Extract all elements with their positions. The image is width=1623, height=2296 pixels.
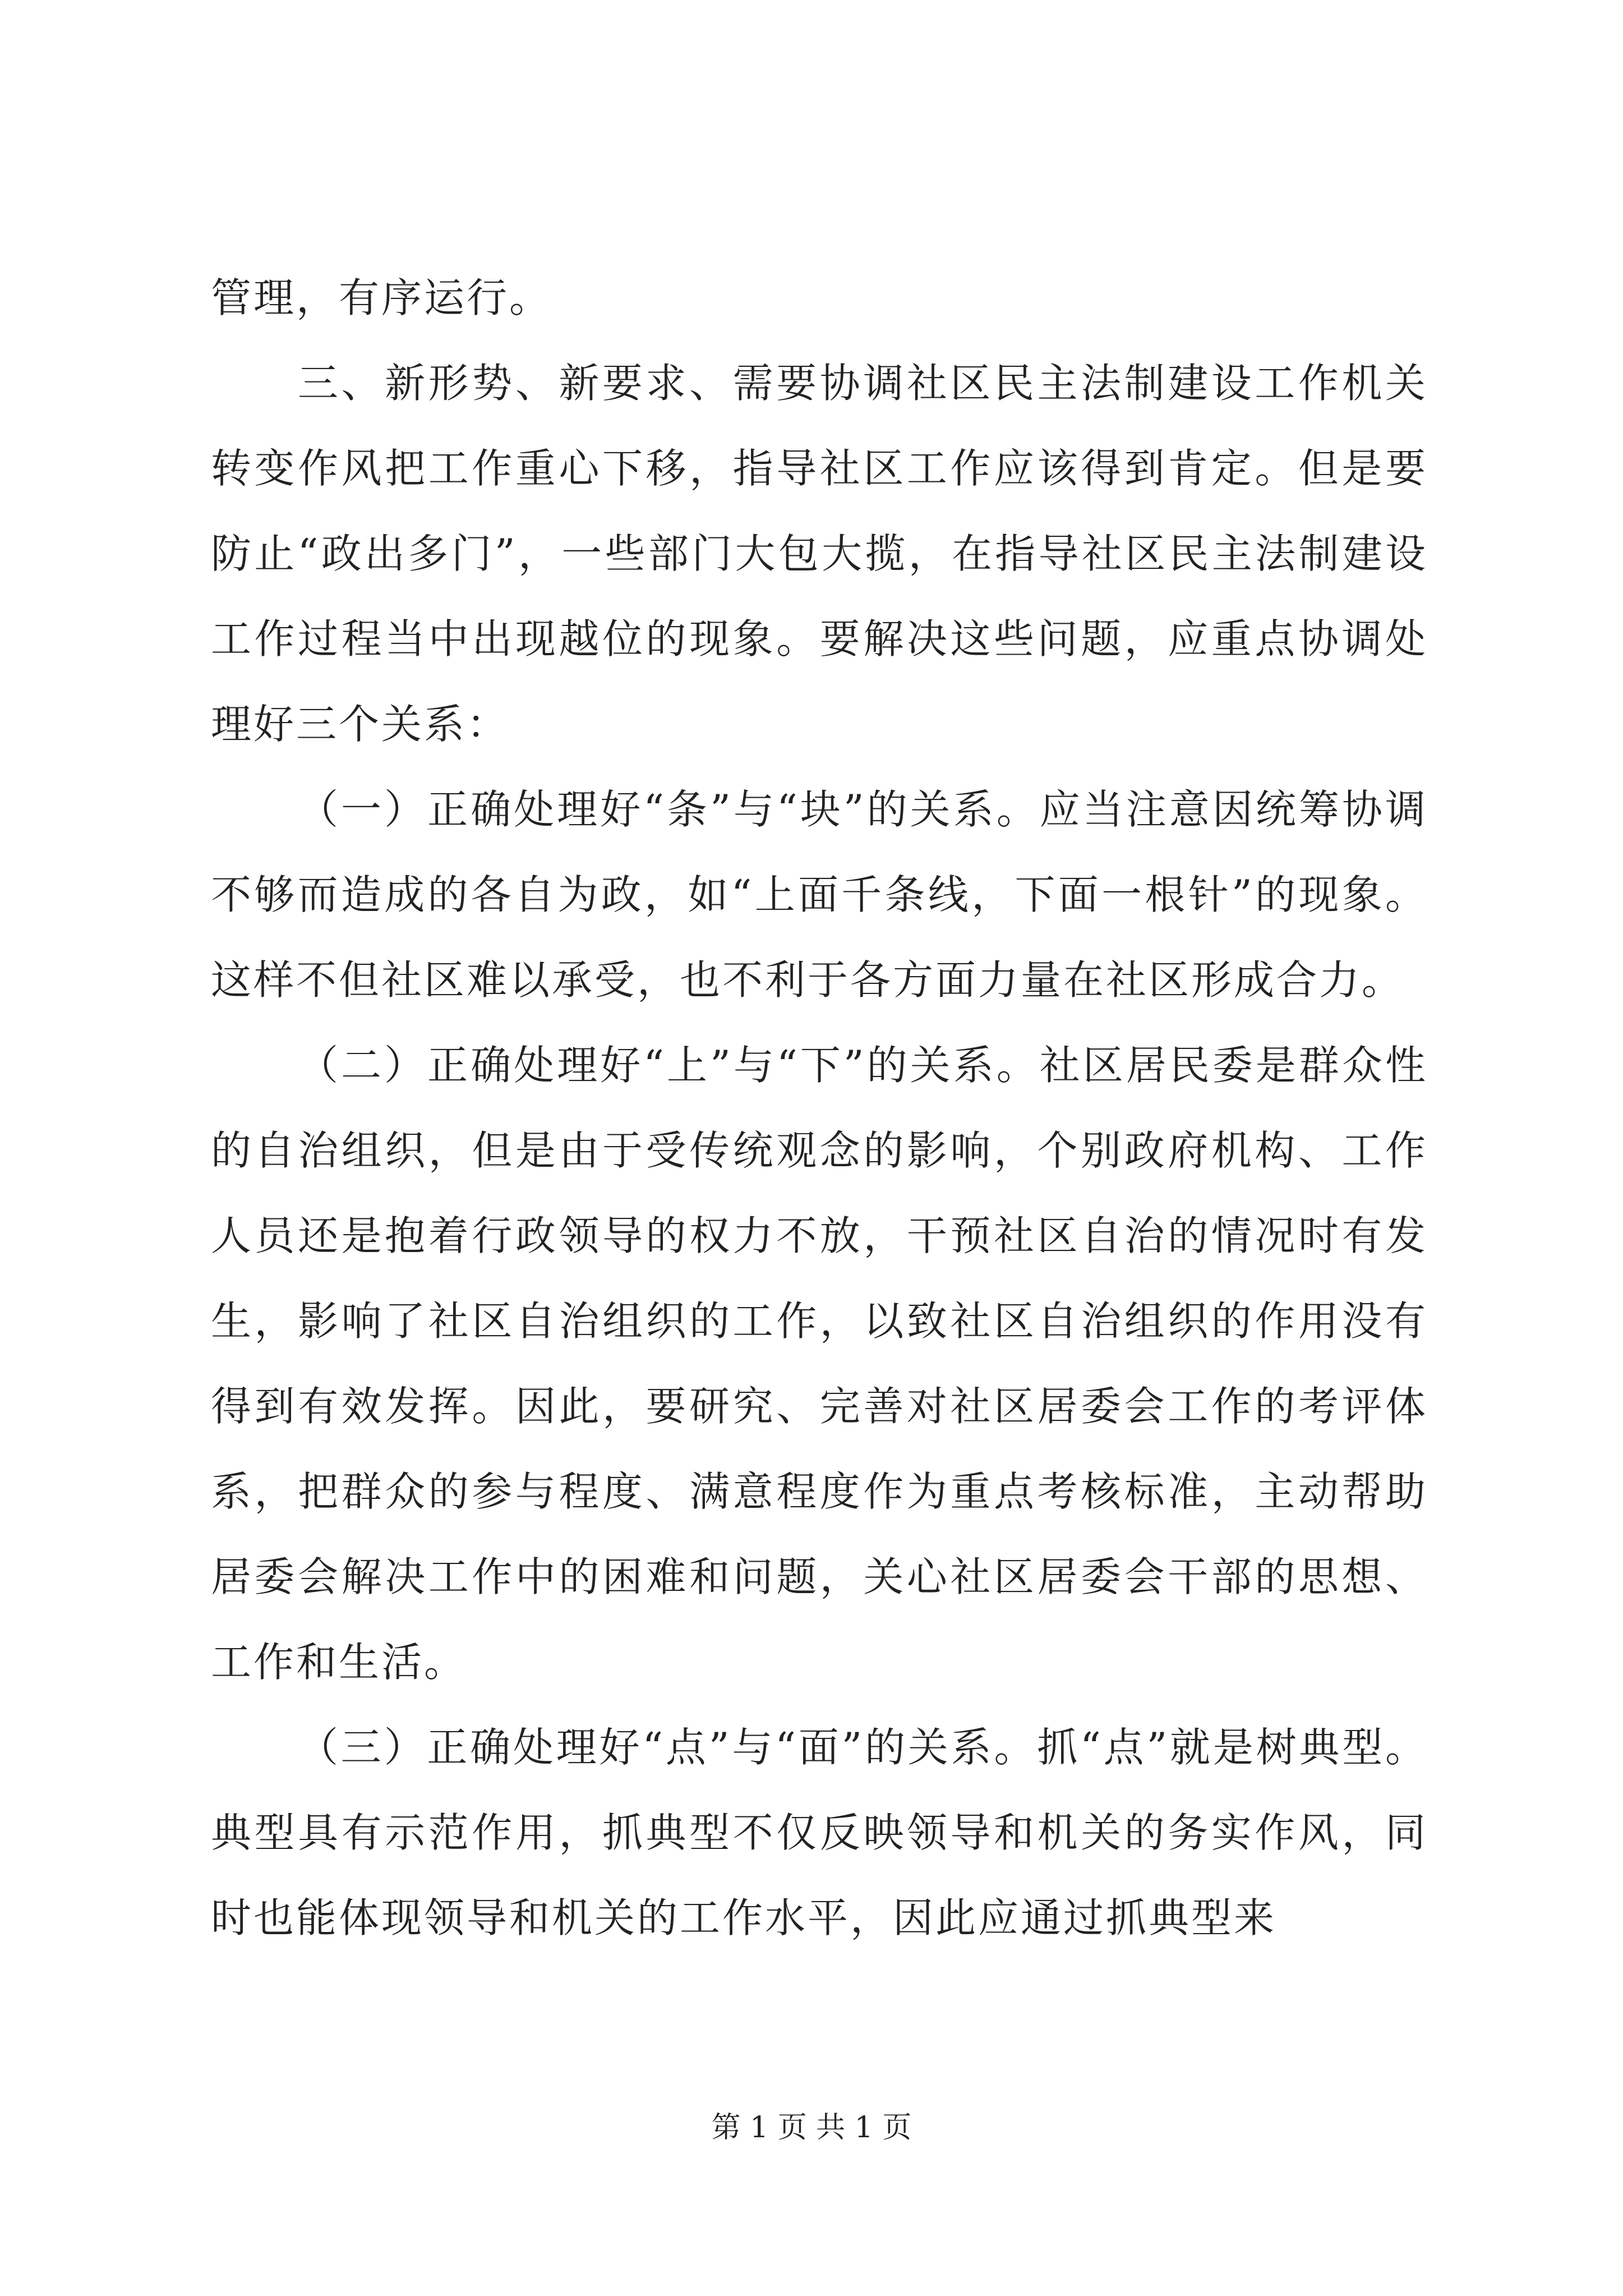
page-number-label: 第 1 页 共 1 页 (711, 2111, 912, 2145)
paragraph-item-one: （一）正确处理好“条”与“块”的关系。应当注意因统筹协调不够而造成的各自为政，如“上面千条线，下面一根针”的现象。这样不但社区难以承受，也不利于各方面力量在社区形成合力。 (211, 786, 1428, 1004)
paragraph-item-two: （二）正确处理好“上”与“下”的关系。社区居民委是群众性的自治组织，但是由于受传统观念的影响，个别政府机构、工作人员还是抱着行政领导的权力不放，干预社区自治的情况时有发生，影响了社区自治组织的工作，以致社区自治组织的作用没有得到有效发挥。因此，要研究、完善对社区居委会工作的考评体系，把群众的参与程度、满意程度作为重点考核标准，主动帮助居委会解决工作中的困难和问题，关心社区居委会干部的思想、工作和生活。 (211, 1042, 1428, 1686)
paragraph-item-three: （三）正确处理好“点”与“面”的关系。抓“点”就是树典型。典型具有示范作用，抓典型不仅反映领导和机关的务实作风，同时也能体现领导和机关的工作水平，因此应通过抓典型来 (211, 1724, 1428, 1941)
body-text (211, 255, 1428, 1961)
paragraph-continuation: 管理，有序运行。 (211, 274, 552, 321)
paragraph-section-three: 三、新形势、新要求、需要协调社区民主法制建设工作机关转变作风把工作重心下移，指导社区工作应该得到肯定。但是要防止“政出多门”，一些部门大包大揽，在指导社区民主法制建设工作过程当中出现越位的现象。要解决这些问题，应重点协调处理好三个关系： (211, 360, 1428, 748)
page-footer (0, 2108, 1623, 2147)
